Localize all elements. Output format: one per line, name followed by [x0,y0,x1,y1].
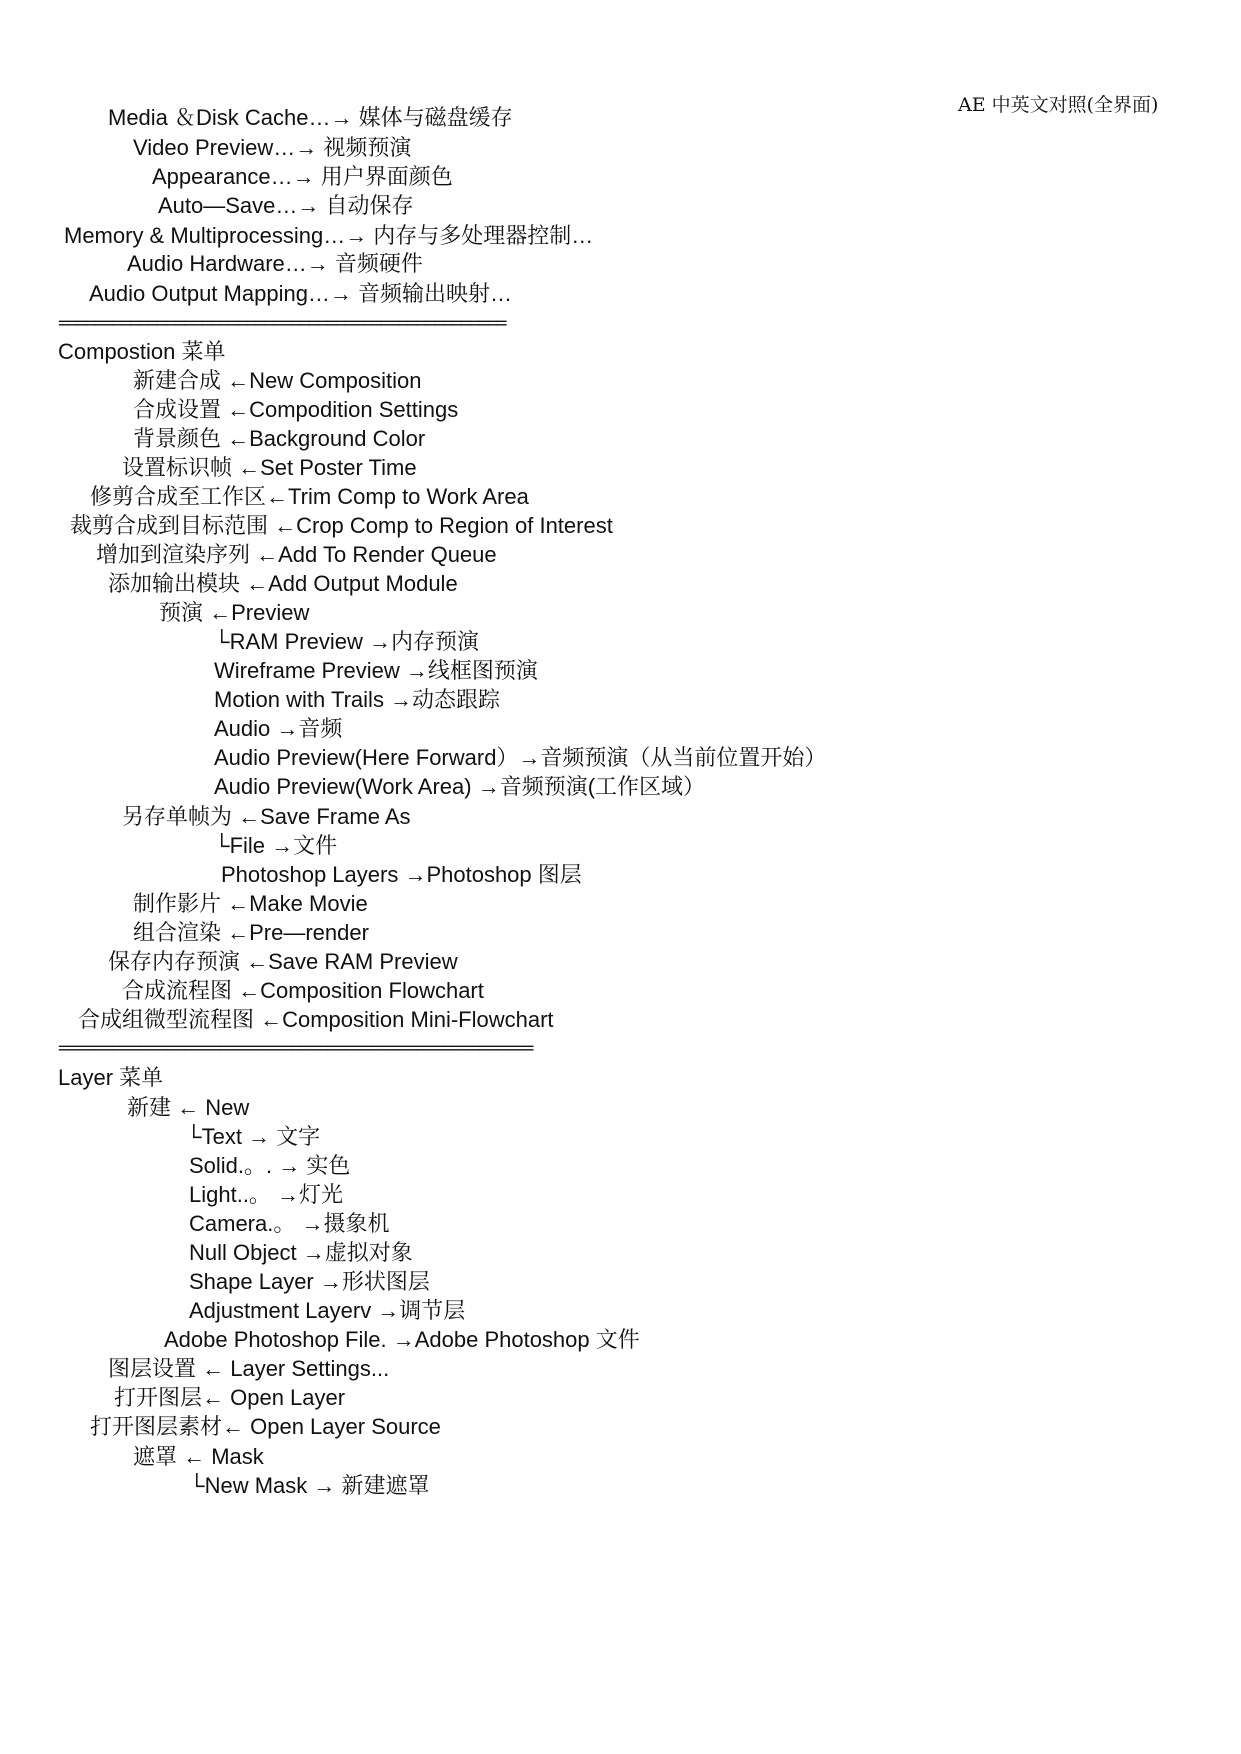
submenu-line-audio: Audio →音频 [214,716,343,741]
menu-line-audio-hardware: Audio Hardware…→ 音频硬件 [127,251,423,276]
menu-line-memory-multiprocessing: Memory & Multiprocessing…→ 内存与多处理器控制… [64,223,594,248]
menu-line-appearance: Appearance…→ 用户界面颜色 [152,164,453,189]
submenu-line-adjustment-layer: Adjustment Layerv →调节层 [189,1298,466,1323]
menu-line-new-composition: 新建合成 ←New Composition [133,368,422,393]
submenu-line-file: └File →文件 [214,833,338,858]
menu-line-mask: 遮罩 ← Mask [133,1444,264,1469]
section-title-layer: Layer 菜单 [58,1065,164,1090]
submenu-line-null-object: Null Object →虚拟对象 [189,1240,413,1265]
menu-line-save-ram-preview: 保存内存预演 ←Save RAM Preview [108,949,458,974]
submenu-line-photoshop-layers: Photoshop Layers →Photoshop 图层 [221,862,582,887]
menu-line-open-layer-source: 打开图层素材← Open Layer Source [90,1414,441,1439]
submenu-line-wireframe-preview: Wireframe Preview →线框图预演 [214,658,538,683]
menu-line-composition-mini-flowchart: 合成组微型流程图 ←Composition Mini-Flowchart [78,1007,554,1032]
menu-line-background-color: 背景颜色 ←Background Color [133,426,426,451]
menu-line-layer-settings: 图层设置 ← Layer Settings... [108,1356,390,1381]
submenu-line-solid: Solid.。. → 实色 [189,1153,351,1178]
document-header: AE 中英文对照(全界面) [958,94,1159,116]
menu-line-composition-settings: 合成设置 ←Compodition Settings [133,397,459,422]
menu-line-media-disk-cache: Media ＆Disk Cache…→ 媒体与磁盘缓存 [108,105,513,130]
menu-line-add-output-module: 添加输出模块 ←Add Output Module [108,571,458,596]
menu-line-open-layer: 打开图层← Open Layer [114,1385,346,1410]
section-separator: ================================================== [58,313,505,333]
menu-line-auto-save: Auto—Save…→ 自动保存 [158,193,414,218]
submenu-line-camera: Camera.。 →摄象机 [189,1211,390,1236]
submenu-line-audio-preview-work-area: Audio Preview(Work Area) →音频预演(工作区域） [214,774,706,799]
submenu-line-motion-trails: Motion with Trails →动态跟踪 [214,687,501,712]
submenu-line-audio-preview-here-forward: Audio Preview(Here Forward）→音频预演（从当前位置开始） [214,745,827,770]
menu-line-audio-output-mapping: Audio Output Mapping…→ 音频输出映射… [89,281,513,306]
menu-line-pre-render: 组合渲染 ←Pre—render [133,920,369,945]
submenu-line-new-mask: └New Mask → 新建遮罩 [189,1473,430,1498]
menu-line-make-movie: 制作影片 ←Make Movie [133,891,368,916]
menu-line-preview: 预演 ←Preview [159,600,310,625]
menu-line-video-preview: Video Preview…→ 视频预演 [133,135,412,160]
menu-line-composition-flowchart: 合成流程图 ←Composition Flowchart [122,978,484,1003]
menu-line-trim-comp: 修剪合成至工作区←Trim Comp to Work Area [90,484,529,509]
submenu-line-shape-layer: Shape Layer →形状图层 [189,1269,430,1294]
menu-line-crop-comp: 裁剪合成到目标范围 ←Crop Comp to Region of Interest [70,513,613,538]
menu-line-save-frame-as: 另存单帧为 ←Save Frame As [122,804,411,829]
submenu-line-light: Light..。 →灯光 [189,1182,344,1207]
menu-line-add-render-queue: 增加到渲染序列 ←Add To Render Queue [96,542,497,567]
menu-line-set-poster-time: 设置标识帧 ←Set Poster Time [122,455,417,480]
submenu-line-text: └Text → 文字 [186,1124,321,1149]
section-separator: ===================================================== [58,1038,532,1058]
submenu-line-adobe-photoshop-file: Adobe Photoshop File. →Adobe Photoshop 文件 [164,1327,640,1352]
submenu-line-ram-preview: └RAM Preview →内存预演 [214,629,479,654]
menu-line-new: 新建 ← New [127,1095,250,1120]
section-title-composition: Compostion 菜单 [58,339,226,364]
